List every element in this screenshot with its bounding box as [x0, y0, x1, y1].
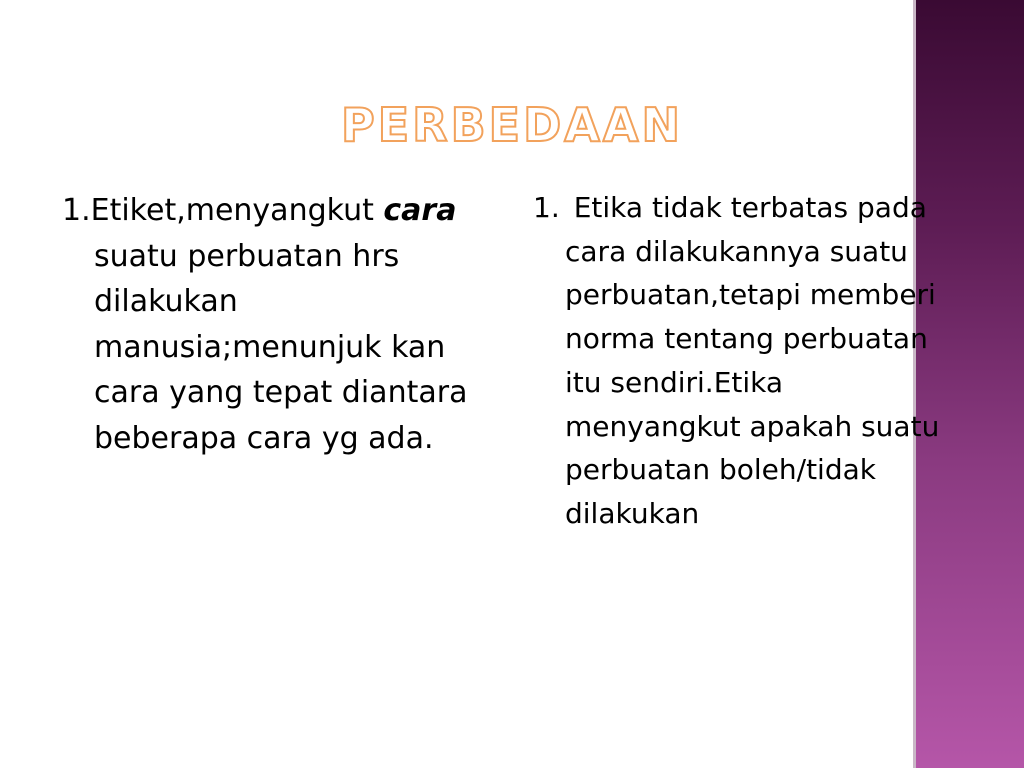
right-item-text: Etika tidak terbatas pada cara dilakukannya suatu perbuatan,tetapi memberi norma tentang perbuatan itu sendiri.Etika menyangkut apakah suatu perbuatan boleh/tidak dilakukan	[565, 191, 940, 530]
left-list-item	[62, 188, 492, 461]
right-list-item	[533, 186, 963, 536]
left-item-text-after: suatu perbuatan hrs dilakukan manusia;menunjuk kan cara yang tepat diantara beberapa cara yg ada.	[94, 238, 468, 456]
slide-title: PERBEDAAN	[341, 98, 683, 152]
left-item-text-before: Etiket,menyangkut	[90, 193, 384, 228]
right-column	[533, 186, 963, 536]
left-item-number: 1.	[62, 193, 91, 228]
left-column	[62, 188, 492, 461]
right-item-number: 1.	[533, 191, 560, 224]
left-item-emphasis: cara	[383, 193, 457, 228]
